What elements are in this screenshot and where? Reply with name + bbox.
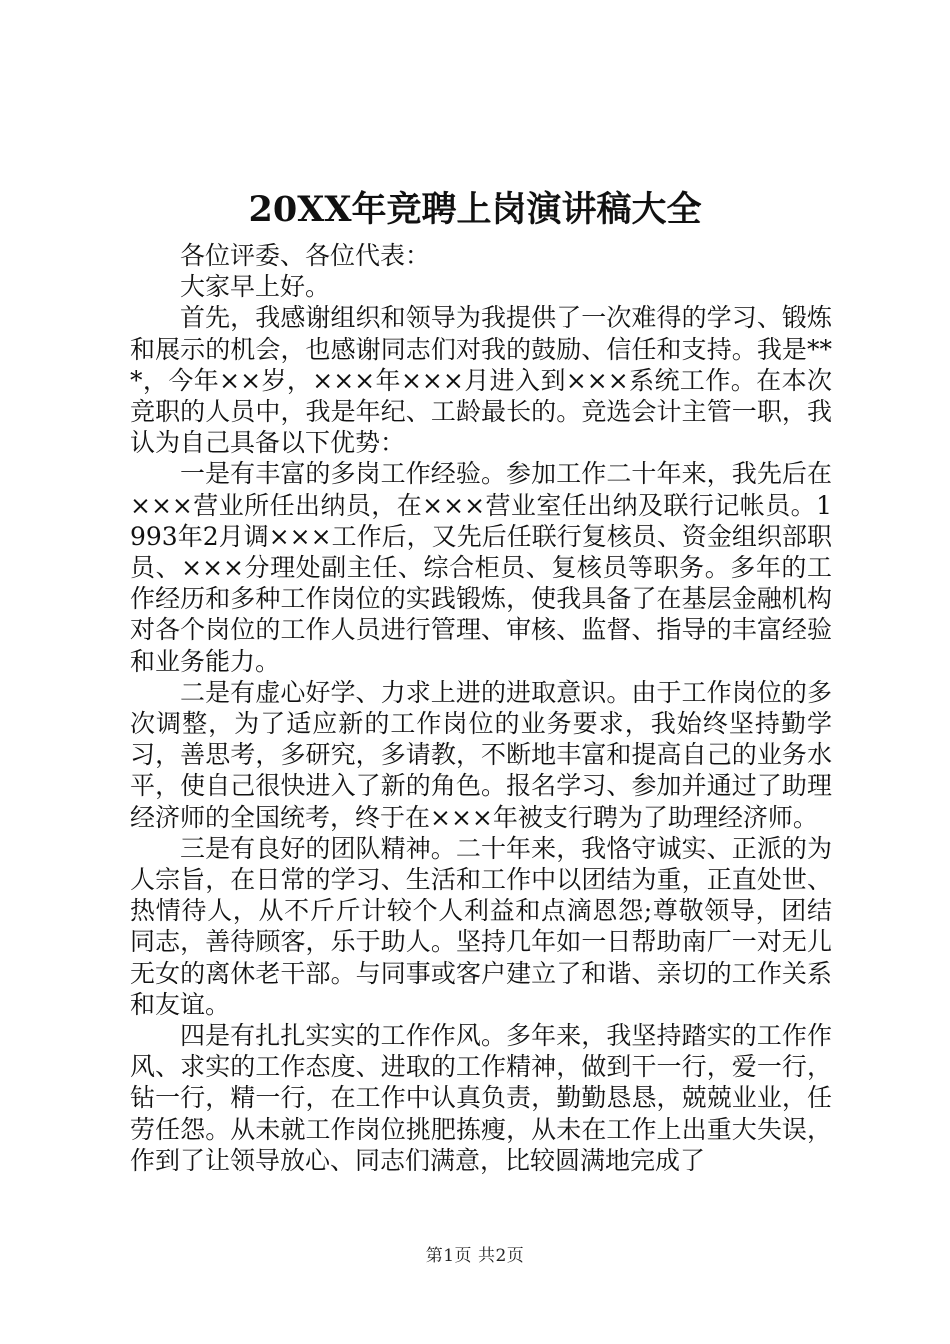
teamwork-paragraph: 三是有良好的团队精神。二十年来，我恪守诚实、正派的为人宗旨，在日常的学习、生活和工作中以团结为重，正直处世、热情待人，从不斤斤计较个人利益和点滴恩怨;尊敬领导，团结同志，善待顾客，乐于助人。坚持几年如一日帮助南厂一对无儿无女的离休老干部。与同事或客户建立了和谐、亲切的工作关系和友谊。 [130, 833, 832, 1019]
document-body [130, 240, 832, 1176]
experience-paragraph: 一是有丰富的多岗工作经验。参加工作二十年来，我先后在×××营业所任出纳员，在×××营业室任出纳及联行记帐员。1993年2月调×××工作后，又先后任联行复核员、资金组织部职员、×××分理处副主任、综合柜员、复核员等职务。多年的工作经历和多种工作岗位的实践锻炼，使我具备了在基层金融机构对各个岗位的工作人员进行管理、审核、监督、指导的丰富经验和业务能力。 [130, 459, 832, 676]
document-title: 20XX年竞聘上岗演讲稿大全 [248, 189, 702, 230]
greeting-paragraph: 大家早上好。 [180, 272, 331, 302]
learning-paragraph: 二是有虚心好学、力求上进的进取意识。由于工作岗位的多次调整，为了适应新的工作岗位的业务要求，我始终坚持勤学习，善思考，多研究，多请教，不断地丰富和提高自己的业务水平，使自己很快进入了新的角色。报名学习、参加并通过了助理经济师的全国统考，终于在×××年被支行聘为了助理经济师。 [130, 677, 832, 832]
intro-paragraph: 首先，我感谢组织和领导为我提供了一次难得的学习、锻炼和展示的机会，也感谢同志们对我的鼓励、信任和支持。我是***，今年××岁，×××年×××月进入到×××系统工作。在本次竞职的人员中，我是年纪、工龄最长的。竞选会计主管一职，我认为自己具备以下优势： [130, 303, 832, 458]
salutation-paragraph: 各位评委、各位代表： [180, 241, 431, 270]
work-style-paragraph: 四是有扎扎实实的工作作风。多年来，我坚持踏实的工作作风、求实的工作态度、进取的工作精神，做到干一行，爱一行，钻一行，精一行，在工作中认真负责，勤勤恳恳，兢兢业业，任劳任怨。从未就工作岗位挑肥拣瘦，从未在工作上出重大失误，作到了让领导放心、同志们满意，比较圆满地完成了 [130, 1021, 832, 1175]
page-number-footer: 第1页 共2页 [425, 1246, 525, 1266]
